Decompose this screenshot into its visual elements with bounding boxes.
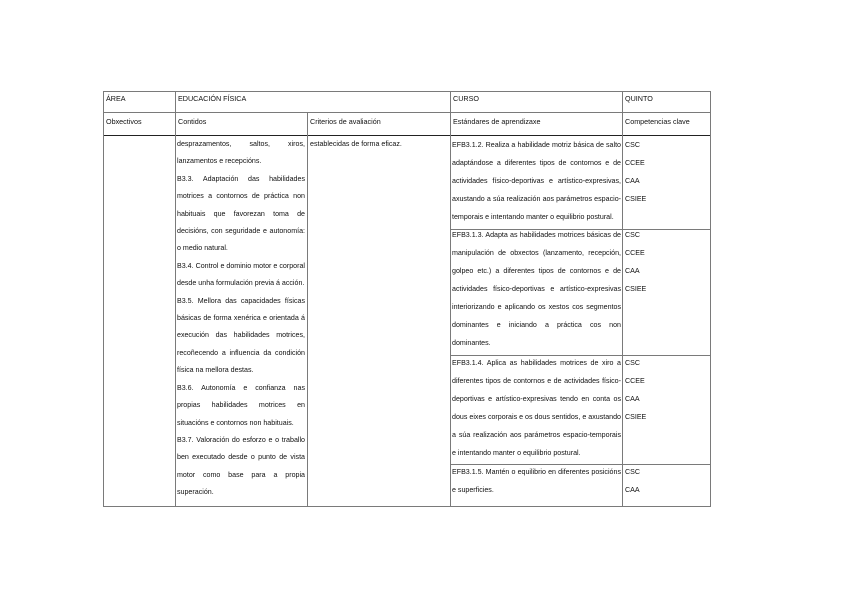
criterios-cell: establecidas de forma eficaz. (310, 140, 402, 148)
header-row-divider (103, 112, 711, 113)
contido-item: B3.6. Autonomía e confianza nas propias habilidades motrices en situacións e contornos non habituais. (177, 383, 305, 427)
competencia-code: CSC (625, 468, 640, 476)
standard-text: EFB3.1.4. Aplica as habilidades motrices de xiro a diferentes tipos de contornos e de actividades físico-deportivas e artístico-expresivas tendo en conta os dous eixes corporais e os dous sentidos, e axustando a súa realización aos parámetros espacio-temporais e intentando manter o equilibrio postural. (452, 359, 621, 457)
contido-item: desprazamentos, saltos, xiros, lanzamentos e recepcións. (177, 140, 305, 166)
area-value: EDUCACIÓN FÍSICA (178, 94, 247, 103)
column-header-competencias: Competencias clave (625, 117, 690, 126)
curso-label: CURSO (453, 94, 479, 103)
competencia-code: CAA (625, 177, 640, 185)
column-header-obxectivos: Obxectivos (106, 117, 142, 126)
competencias-list (625, 354, 705, 426)
table-top-border (103, 91, 711, 92)
contido-item: B3.3. Adaptación das habilidades motrices a contornos de práctica non habituais que favorezan toma de decisións, con seguridade e autonomía: o medio natural. (177, 174, 305, 253)
competencias-list (625, 136, 705, 208)
competencia-code: CAA (625, 486, 640, 494)
competencia-code: CSIEE (625, 285, 647, 293)
competencia-code: CAA (625, 395, 640, 403)
competencia-code: CAA (625, 267, 640, 275)
col-divider-3 (450, 91, 451, 507)
table-right-border (710, 91, 711, 507)
competencia-code: CSC (625, 231, 640, 239)
competencias-list (625, 463, 705, 499)
contido-item: B3.4. Control e dominio motor e corporal desde unha formulación previa á acción. (177, 261, 305, 288)
contidos-cell (177, 136, 305, 504)
column-header-estandares: Estándares de aprendizaxe (453, 117, 541, 126)
col-divider-1 (175, 91, 176, 507)
contido-item: B3.5. Mellora das capacidades físicas básicas de forma xenérica e orientada á execución das habilidades motrices, recoñecendo a influencia da condición física na mellora destas. (177, 296, 305, 375)
col-divider-2 (307, 112, 308, 507)
competencia-code: CCEE (625, 377, 645, 385)
column-header-contidos: Contidos (178, 117, 207, 126)
competencia-code: CSC (625, 359, 640, 367)
competencia-code: CSIEE (625, 413, 647, 421)
col-divider-4 (622, 91, 623, 507)
competencia-code: CCEE (625, 159, 645, 167)
area-label: ÁREA (106, 94, 126, 103)
competencia-code: CCEE (625, 249, 645, 257)
table-left-border (103, 91, 104, 507)
table-bottom-border (103, 506, 711, 507)
competencias-list (625, 226, 705, 298)
competencia-code: CSIEE (625, 195, 647, 203)
standard-text: EFB3.1.3. Adapta as habilidades motrices básicas de manipulación de obxectos (lanzamento, recepción, golpeo etc.) a diferentes tipos de contornos e de actividades físico-deportivas e artístico-expresivas interiorizando e aplicando os xestos cos segmentos dominantes e iniciando a práctica cos non dominantes. (452, 231, 621, 347)
curso-value: QUINTO (625, 94, 653, 103)
standard-text: EFB3.1.2. Realiza a habilidade motriz básica de salto adaptándose a diferentes tipos de contornos e de actividades físico-deportivas e artístico-expresivas, axustando a súa realización aos parámetros espacio-temporais e intentando manter o equilibrio postural. (452, 141, 621, 221)
competencia-code: CSC (625, 141, 640, 149)
contido-item: B3.7. Valoración do esforzo e o traballo ben executado desde o punto de vista motor como base para a propia superación. (177, 435, 305, 497)
column-header-criterios: Criterios de avaliación (310, 117, 381, 126)
standard-text: EFB3.1.5. Mantén o equilibrio en diferentes posicións e superficies. (452, 468, 621, 494)
